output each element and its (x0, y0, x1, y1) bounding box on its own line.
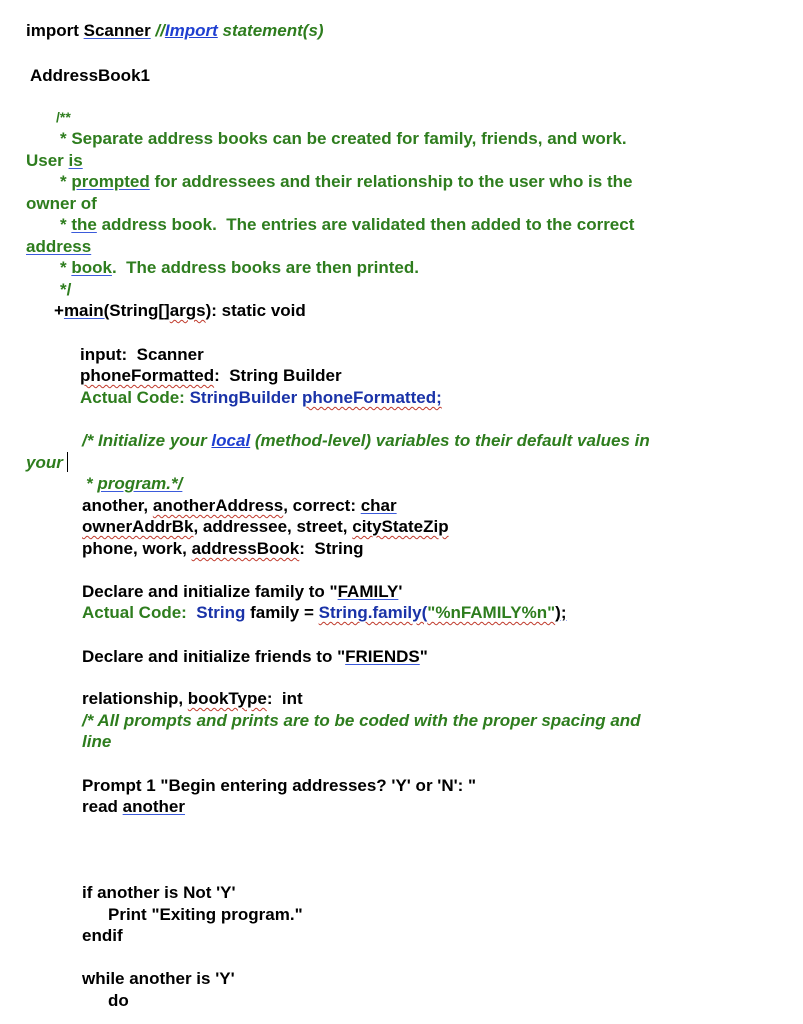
doc-line-2: User is (26, 151, 83, 170)
doc-line-6: address (26, 237, 92, 256)
rel-line: relationship, bookType: int (82, 689, 303, 708)
init-comment-2: your (26, 452, 68, 473)
doc-close: */ (60, 280, 72, 299)
decl-line-2: ownerAddrBk, addressee, street, cityStateZip (82, 517, 449, 536)
main-signature: +main(String[]args): static void (54, 301, 306, 320)
doc-open: /** (56, 109, 71, 125)
family-actual-code: Actual Code: String family = String.family("%nFAMILY%n"); (82, 603, 567, 622)
doc-line-7: * book. The address books are then printed. (60, 258, 419, 277)
import-line: import Scanner //Import statement(s) (26, 21, 324, 40)
var-input: input: Scanner (80, 345, 204, 364)
init-comment-3: * program.*/ (86, 474, 183, 493)
print-exiting: Print "Exiting program." (108, 905, 303, 924)
doc-line-3: * prompted for addressees and their relationship to the user who is the (60, 172, 633, 191)
friends-declare: Declare and initialize friends to "FRIENDS" (82, 647, 428, 666)
decl-line-3: phone, work, addressBook: String (82, 539, 364, 558)
if-line: if another is Not 'Y' (82, 883, 236, 902)
endif-line: endif (82, 926, 123, 945)
class-name: AddressBook1 (30, 66, 150, 85)
do-line: do (108, 991, 129, 1010)
actual-code-sb: Actual Code: StringBuilder phoneFormatted; (80, 388, 442, 407)
read-another: read another (82, 797, 185, 816)
doc-line-4: owner of (26, 194, 97, 213)
init-comment-1: /* Initialize your local (method-level) variables to their default values in (82, 431, 650, 450)
while-line: while another is 'Y' (82, 969, 235, 988)
text-cursor (67, 452, 68, 472)
doc-line-5: * the address book. The entries are validated then added to the correct (60, 215, 635, 234)
prompts-comment-1: /* All prompts and prints are to be coded with the proper spacing and (82, 711, 641, 730)
prompt-1: Prompt 1 "Begin entering addresses? 'Y' or 'N': " (82, 776, 477, 795)
decl-line-1: another, anotherAddress, correct: char (82, 496, 397, 515)
import-link[interactable]: Import (164, 21, 218, 40)
family-declare: Declare and initialize family to "FAMILY' (82, 582, 403, 601)
doc-line-1: * Separate address books can be created for family, friends, and work. (60, 129, 627, 148)
var-phone-formatted: phoneFormatted: String Builder (80, 366, 342, 385)
prompts-comment-2: line (82, 732, 112, 751)
